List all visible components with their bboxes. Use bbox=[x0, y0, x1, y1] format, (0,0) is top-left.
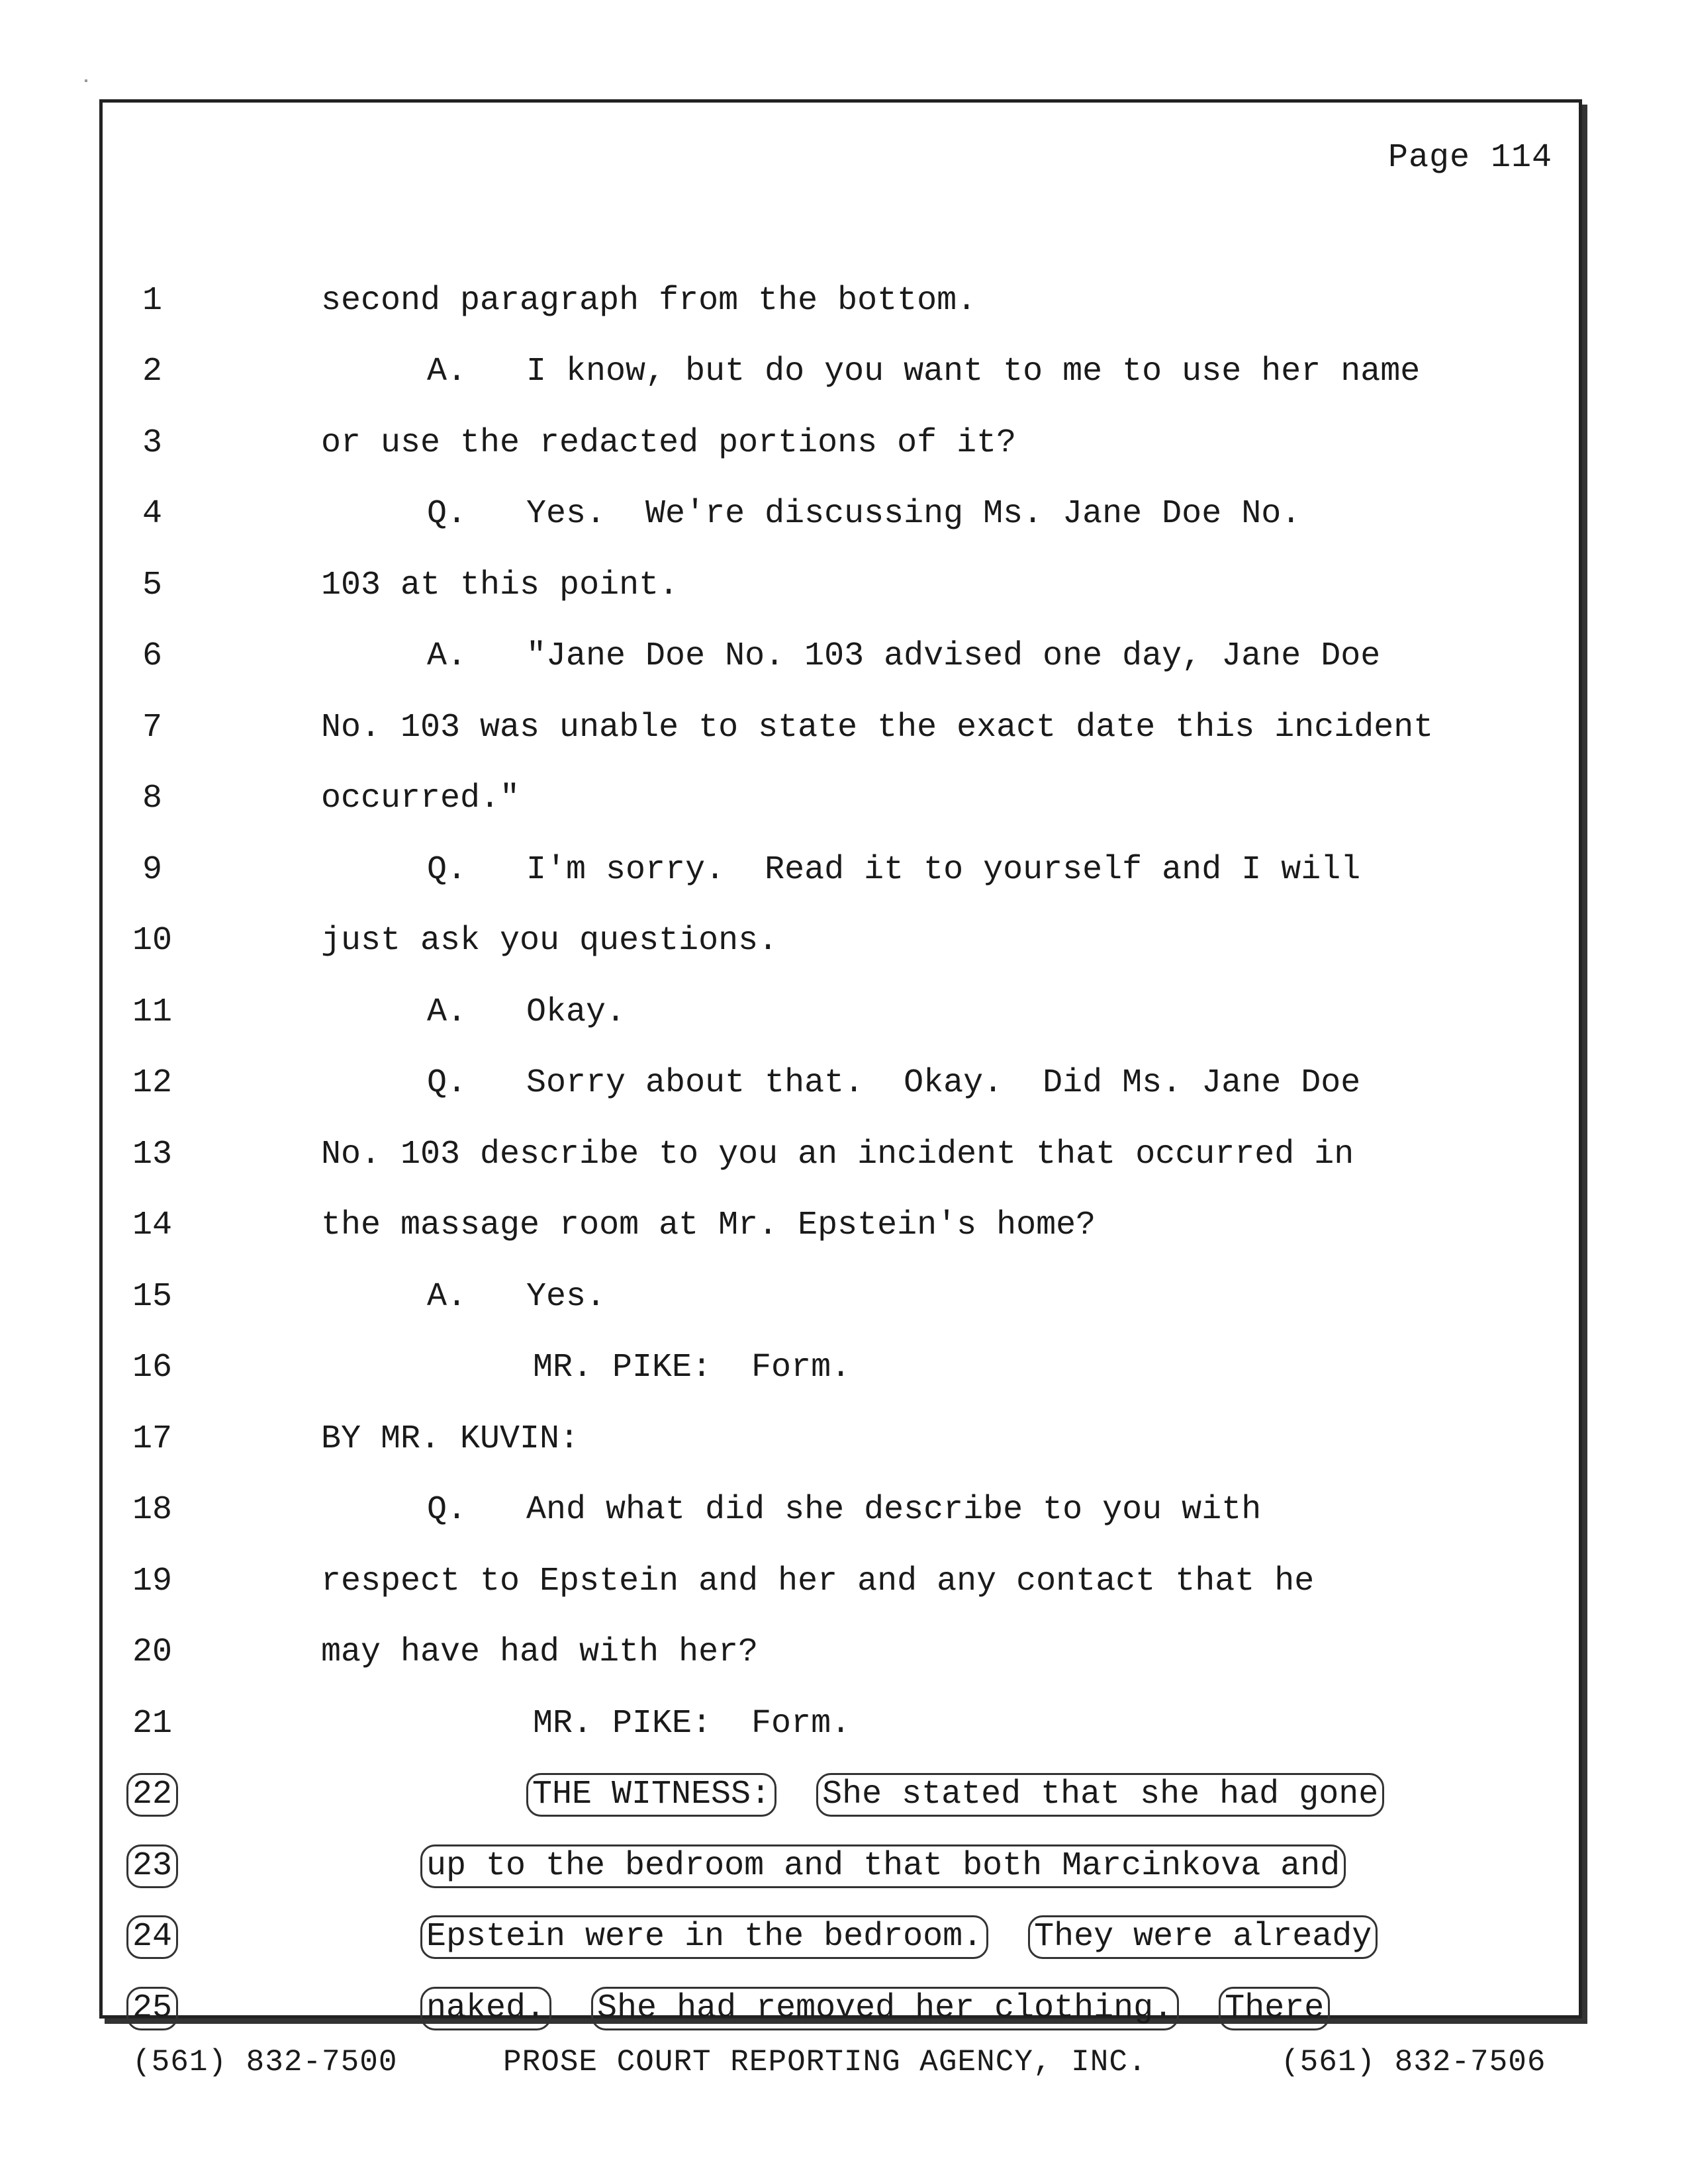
line-text: No. 103 was unable to state the exact date this incident bbox=[321, 709, 1434, 747]
line-number-boxed bbox=[103, 1840, 202, 1893]
line-number: 18 bbox=[132, 1491, 172, 1529]
line-text bbox=[526, 1768, 1384, 1821]
annotation-box: naked. bbox=[420, 1987, 551, 2030]
line-number-boxed bbox=[103, 1911, 202, 1964]
line-number: 21 bbox=[132, 1705, 172, 1743]
line-text: may have had with her? bbox=[321, 1633, 759, 1671]
line-number: 23 bbox=[126, 1844, 178, 1888]
annotation-box: There bbox=[1219, 1987, 1330, 2030]
line-text: MR. PIKE: Form. bbox=[533, 1349, 851, 1387]
transcript-page-frame bbox=[99, 99, 1582, 2027]
line-number: 19 bbox=[132, 1563, 172, 1600]
line-number-boxed bbox=[103, 1982, 202, 2035]
line-text: or use the redacted portions of it? bbox=[321, 424, 1017, 462]
line-text: occurred." bbox=[321, 780, 520, 817]
line-number: 20 bbox=[132, 1633, 172, 1671]
line-number: 25 bbox=[126, 1987, 178, 2030]
line-number: 15 bbox=[132, 1278, 172, 1316]
line-text: Q. I'm sorry. Read it to yourself and I will bbox=[427, 851, 1361, 889]
line-text: BY MR. KUVIN: bbox=[321, 1420, 580, 1458]
footer-phone-right: (561) 832-7506 bbox=[1281, 2045, 1546, 2079]
line-text: Q. And what did she describe to you with bbox=[427, 1491, 1262, 1529]
line-number: 3 bbox=[142, 424, 162, 462]
line-text: 103 at this point. bbox=[321, 567, 679, 604]
line-text: Q. Sorry about that. Okay. Did Ms. Jane Doe bbox=[427, 1064, 1361, 1102]
line-text: Q. Yes. We're discussing Ms. Jane Doe No. bbox=[427, 495, 1301, 533]
line-number: 13 bbox=[132, 1136, 172, 1173]
line-text: A. Yes. bbox=[427, 1278, 606, 1316]
annotation-box: They were already bbox=[1028, 1915, 1378, 1959]
annotation-box: up to the bedroom and that both Marcinkova and bbox=[420, 1844, 1346, 1888]
line-text: A. Okay. bbox=[427, 993, 626, 1031]
line-number: 11 bbox=[132, 993, 172, 1031]
line-number: 7 bbox=[142, 709, 162, 747]
line-text: A. I know, but do you want to me to use her name bbox=[427, 353, 1421, 390]
line-text: MR. PIKE: Form. bbox=[533, 1705, 851, 1743]
line-number: 6 bbox=[142, 637, 162, 675]
line-number: 4 bbox=[142, 495, 162, 533]
line-text bbox=[420, 1840, 1346, 1893]
line-number: 12 bbox=[132, 1064, 172, 1102]
line-number: 16 bbox=[132, 1349, 172, 1387]
line-text bbox=[420, 1982, 1330, 2035]
line-number: 2 bbox=[142, 353, 162, 390]
line-number: 8 bbox=[142, 780, 162, 817]
line-text: No. 103 describe to you an incident that occurred in bbox=[321, 1136, 1354, 1173]
line-number: 24 bbox=[126, 1915, 178, 1959]
line-number: 17 bbox=[132, 1420, 172, 1458]
line-number: 1 bbox=[142, 282, 162, 320]
line-number: 14 bbox=[132, 1206, 172, 1244]
scan-mark bbox=[85, 79, 87, 82]
line-text bbox=[420, 1911, 1378, 1964]
line-text: second paragraph from the bottom. bbox=[321, 282, 977, 320]
line-number: 5 bbox=[142, 567, 162, 604]
footer-phone-left: (561) 832-7500 bbox=[132, 2045, 398, 2079]
page-number: Page 114 bbox=[1387, 139, 1552, 177]
line-number-boxed bbox=[103, 1768, 202, 1821]
line-text: the massage room at Mr. Epstein's home? bbox=[321, 1206, 1096, 1244]
annotation-box: She stated that she had gone bbox=[816, 1773, 1384, 1817]
line-text: A. "Jane Doe No. 103 advised one day, Jane Doe bbox=[427, 637, 1381, 675]
line-text: just ask you questions. bbox=[321, 922, 778, 960]
line-text: respect to Epstein and her and any contact that he bbox=[321, 1563, 1315, 1600]
annotation-box: Epstein were in the bedroom. bbox=[420, 1915, 988, 1959]
line-number: 10 bbox=[132, 922, 172, 960]
annotation-box: THE WITNESS: bbox=[526, 1773, 776, 1817]
footer-agency-name: PROSE COURT REPORTING AGENCY, INC. bbox=[503, 2045, 1147, 2079]
line-number: 9 bbox=[142, 851, 162, 889]
line-number: 22 bbox=[126, 1773, 178, 1817]
annotation-box: She had removed her clothing. bbox=[591, 1987, 1179, 2030]
